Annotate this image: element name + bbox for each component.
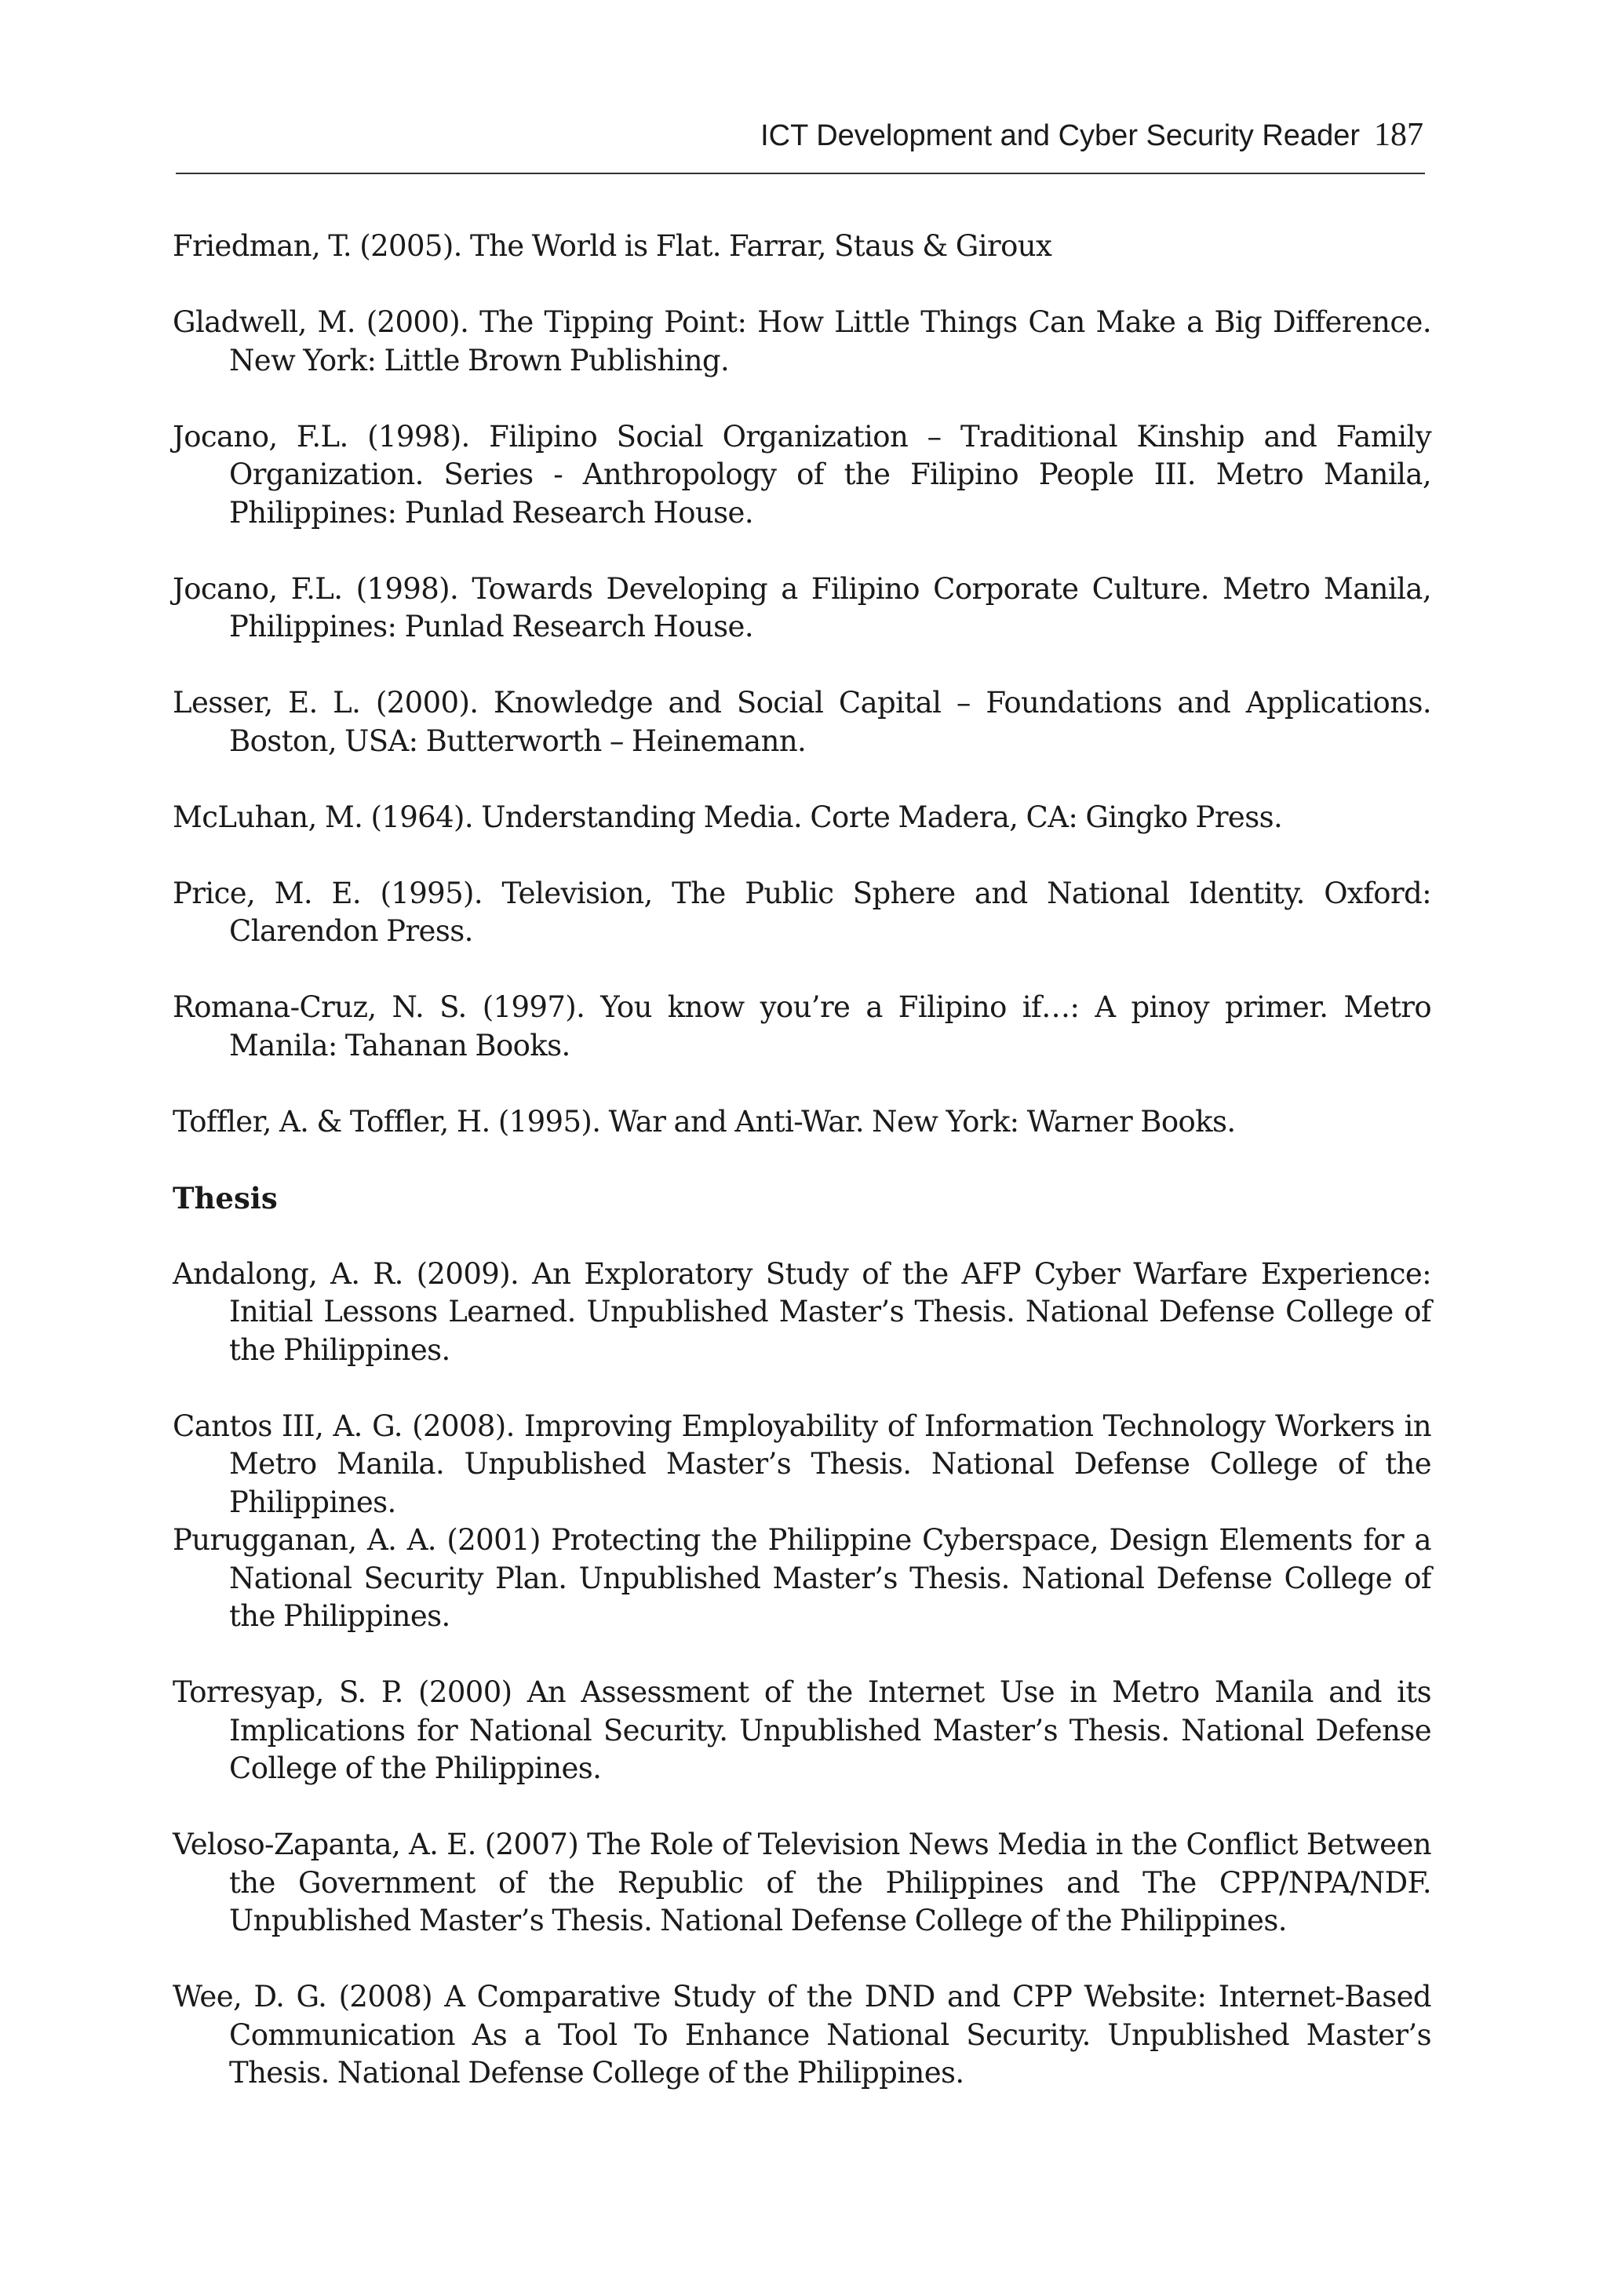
reference-entry: Gladwell, M. (2000). The Tipping Point: How Little Things Can Make a Big Difference. New York: Little Brown Publishing. (173, 305, 1431, 377)
thesis-references (173, 1256, 1431, 2093)
running-head (176, 116, 1423, 154)
running-title: ICT Development and Cyber Security Reader (760, 119, 1360, 152)
thesis-entry: Torresyap, S. P. (2000) An Assessment of the Internet Use in Metro Manila and its Implications for National Security. Unpublished Master’s Thesis. National Defense College of the Philippines. (173, 1675, 1431, 1785)
thesis-heading: Thesis (173, 1180, 278, 1215)
reference-entry: Romana-Cruz, N. S. (1997). You know you’re a Filipino if…: A pinoy primer. Metro Manila: Tahanan Books. (173, 990, 1431, 1062)
thesis-entry: Purugganan, A. A. (2001) Protecting the Philippine Cyberspace, Design Elements for a National Security Plan. Unpublished Master’s Thesis. National Defense College of the Philippines. (173, 1523, 1431, 1633)
reference-entry: Lesser, E. L. (2000). Knowledge and Social Capital – Foundations and Applications. Boston, USA: Butterworth – Heinemann. (173, 686, 1431, 758)
reference-entry: Price, M. E. (1995). Television, The Public Sphere and National Identity. Oxford: Clarendon Press. (173, 876, 1431, 948)
reference-entry: Jocano, F.L. (1998). Towards Developing a Filipino Corporate Culture. Metro Manila, Philippines: Punlad Research House. (173, 571, 1431, 643)
reference-entry: Toffler, A. & Toffler, H. (1995). War and Anti-War. New York: Warner Books. (173, 1104, 1236, 1139)
thesis-entry: Cantos III, A. G. (2008). Improving Employability of Information Technology Workers in Metro Manila. Unpublished Master’s Thesis. National Defense College of the Philippines. (173, 1409, 1431, 1519)
reference-entry: McLuhan, M. (1964). Understanding Media. Corte Madera, CA: Gingko Press. (173, 800, 1283, 834)
thesis-entry: Wee, D. G. (2008) A Comparative Study of the DND and CPP Website: Internet-Based Communication As a Tool To Enhance National Security. Unpublished Master’s Thesis. National Defense College of the Philippines. (173, 1980, 1431, 2090)
reference-entry: Jocano, F.L. (1998). Filipino Social Organization – Traditional Kinship and Family Organization. Series - Anthropology of the Filipino People III. Metro Manila, Philippines: Punlad Research House. (173, 419, 1431, 530)
header-rule (176, 173, 1425, 174)
page-number: 187 (1374, 117, 1423, 153)
thesis-entry: Andalong, A. R. (2009). An Exploratory Study of the AFP Cyber Warfare Experience: Initial Lessons Learned. Unpublished Master’s Thesis. National Defense College of the Philippines. (173, 1256, 1431, 1367)
reference-entry: Friedman, T. (2005). The World is Flat. Farrar, Staus & Giroux (173, 229, 1052, 263)
reference-list (173, 228, 1431, 2130)
books-references (173, 228, 1431, 1141)
thesis-entry: Veloso-Zapanta, A. E. (2007) The Role of Television News Media in the Conflict Between the Government of the Republic of the Philippines and The CPP/NPA/NDF. Unpublished Master’s Thesis. National Defense College of the Philippines. (173, 1828, 1431, 1937)
